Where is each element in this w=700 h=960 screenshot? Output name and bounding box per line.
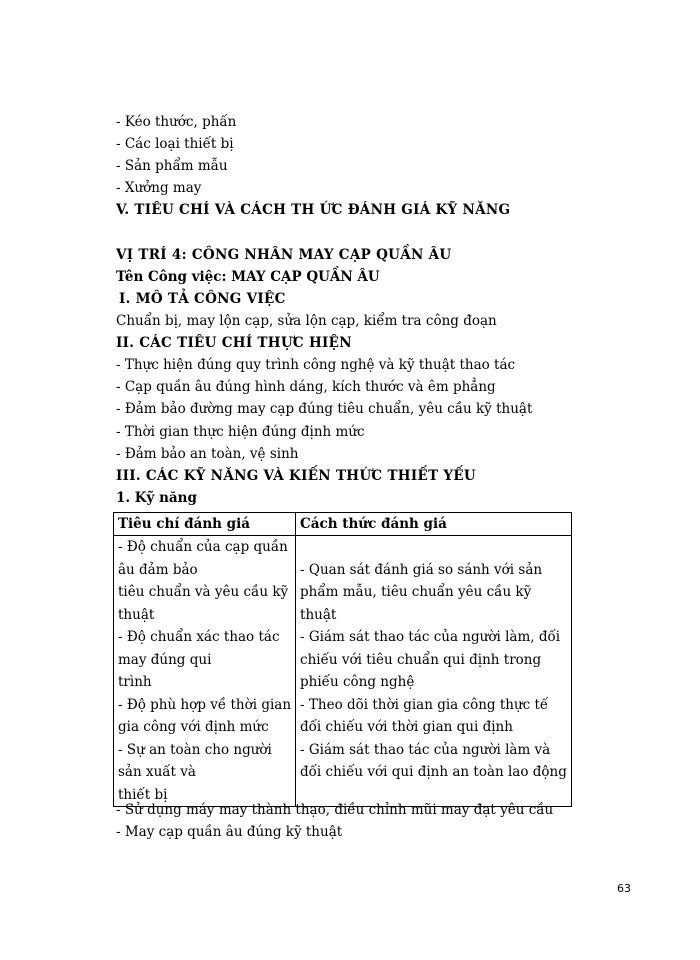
intro-item-1: - Kéo thước, phấn bbox=[116, 114, 237, 130]
method-line: đối chiếu với qui định an toàn lao động bbox=[300, 764, 567, 780]
after-table-item-1: - Sử dụng máy may thành thạo, điều chỉnh mũi may đạt yêu cầu bbox=[116, 802, 554, 818]
method-line: - Giám sát thao tác của người làm và bbox=[300, 741, 551, 758]
criteria-line: thiết bị bbox=[118, 786, 168, 803]
method-line: phẩm mẫu, tiêu chuẩn yêu cầu kỹ bbox=[300, 584, 532, 600]
intro-item-3: - Sản phẩm mẫu bbox=[116, 158, 228, 174]
method-line: thuật bbox=[300, 606, 337, 623]
method-line: - Quan sát đánh giá so sánh với sản bbox=[300, 561, 543, 578]
intro-item-4: - Xưởng may bbox=[116, 180, 202, 196]
job-name: Tên Công việc: MAY CẠP QUẦN ÂU bbox=[116, 269, 380, 285]
header-method: Cách thức đánh giá bbox=[296, 513, 572, 536]
method-line: đối chiếu với thời gian qui định bbox=[300, 719, 513, 735]
intro-item-2: - Các loại thiết bị bbox=[116, 136, 234, 152]
criteria-item-5: - Đảm bảo an toàn, vệ sinh bbox=[116, 446, 299, 462]
table-body-row bbox=[114, 536, 572, 807]
section-iii-heading: III. CÁC KỸ NĂNG VÀ KIẾN THỨC THIẾT YẾU bbox=[116, 468, 477, 484]
criteria-cell bbox=[114, 536, 296, 807]
job-description: Chuẩn bị, may lộn cạp, sửa lộn cạp, kiểm tra công đoạn bbox=[116, 313, 497, 329]
criteria-line: - Sự an toàn cho người bbox=[118, 741, 272, 758]
method-cell bbox=[296, 536, 572, 807]
section-ii-heading: II. CÁC TIÊU CHÍ THỰC HIỆN bbox=[116, 335, 352, 351]
criteria-item-4: - Thời gian thực hiện đúng định mức bbox=[116, 424, 365, 440]
criteria-item-1: - Thực hiện đúng quy trình công nghệ và kỹ thuật thao tác bbox=[116, 357, 516, 373]
assessment-table bbox=[113, 512, 572, 807]
method-line bbox=[300, 536, 567, 559]
criteria-line: - Độ chuẩn xác thao tác bbox=[118, 629, 280, 645]
criteria-line: tiêu chuẩn và yêu cầu kỹ bbox=[118, 584, 289, 600]
criteria-line: âu đảm bảo bbox=[118, 561, 198, 578]
criteria-line: thuật bbox=[118, 606, 155, 623]
criteria-line: gia công với định mức bbox=[118, 719, 269, 735]
method-line: - Theo dõi thời gian gia công thực tế bbox=[300, 696, 549, 713]
table-header-row bbox=[114, 513, 572, 536]
page-number: 63 bbox=[617, 882, 631, 895]
method-line: phiếu công nghệ bbox=[300, 674, 415, 690]
header-criteria: Tiêu chí đánh giá bbox=[114, 513, 296, 536]
method-line: - Giám sát thao tác của người làm, đối bbox=[300, 629, 561, 645]
criteria-line: - Độ phù hợp về thời gian bbox=[118, 696, 292, 713]
position-title: VỊ TRÍ 4: CÔNG NHÂN MAY CẠP QUẦN ÂU bbox=[116, 247, 452, 263]
criteria-item-3: - Đảm bảo đường may cạp đúng tiêu chuẩn, yêu cầu kỹ thuật bbox=[116, 401, 533, 417]
criteria-line: sản xuất và bbox=[118, 764, 196, 780]
criteria-line: - Độ chuẩn của cạp quần bbox=[118, 539, 288, 555]
criteria-item-2: - Cạp quần âu đúng hình dáng, kích thước và êm phẳng bbox=[116, 379, 496, 395]
after-table-item-2: - May cạp quần âu đúng kỹ thuật bbox=[116, 824, 343, 840]
skills-heading: 1. Kỹ năng bbox=[116, 490, 197, 506]
method-line: chiếu với tiêu chuẩn qui định trong bbox=[300, 651, 542, 668]
criteria-line: trình bbox=[118, 674, 152, 690]
section-v-heading: V. TIÊU CHÍ VÀ CÁCH TH ỨC ĐÁNH GIÁ KỸ NĂNG bbox=[116, 202, 511, 218]
section-i-heading: I. MÔ TẢ CÔNG VIỆC bbox=[119, 291, 286, 307]
criteria-line: may đúng qui bbox=[118, 651, 212, 668]
